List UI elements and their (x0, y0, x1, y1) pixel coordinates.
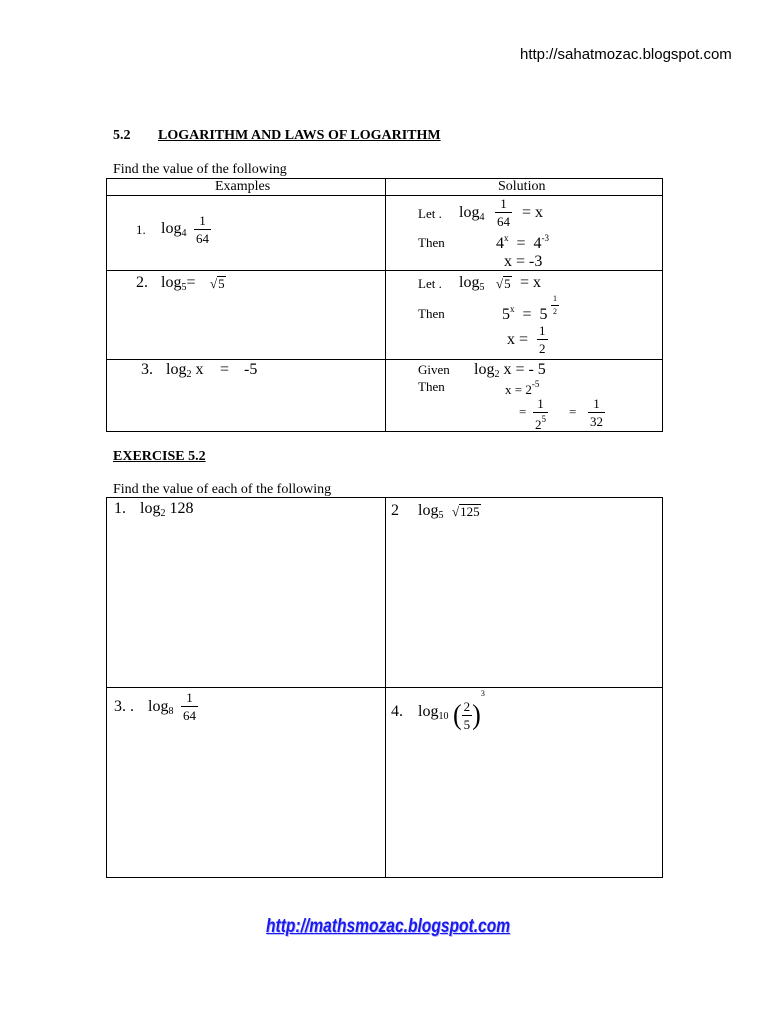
log-expression: $\log_{10}$ (418, 703, 449, 722)
then-label: Then (418, 379, 445, 394)
item-number: 4. (391, 703, 403, 720)
equals-sign: = (519, 404, 527, 419)
log-expression: $\log_2 128$ (140, 500, 194, 519)
equals-x: = x (522, 204, 544, 221)
log-expression: $\log_5$ (459, 274, 485, 293)
log-expression: $\log_4$ (161, 220, 187, 239)
given-label: Given (418, 362, 450, 377)
header-examples: Examples (215, 179, 271, 194)
right-paren: ) (472, 698, 481, 731)
exponent-equation: $x = 2^{-5}$ (505, 379, 540, 397)
fraction: $\frac{1}{64}$ (183, 690, 196, 723)
final-answer: x = -3 (504, 253, 543, 270)
exercise-title: EXERCISE 5.2 (113, 449, 206, 464)
row-divider (106, 359, 663, 360)
log-expression: $\log_5$ (418, 502, 444, 521)
example-number: 2. (136, 274, 148, 291)
square-root: √5 (496, 276, 511, 291)
left-paren: ( (453, 698, 462, 731)
example-number: 1. (136, 222, 146, 237)
fraction: $\frac{1}{2^5}$ (535, 396, 546, 432)
let-label: Let . (418, 206, 442, 221)
equals-x: = x (520, 274, 542, 291)
section-title: LOGARITHM AND LAWS OF LOGARITHM (158, 128, 441, 143)
item-number: 3. . (114, 698, 134, 715)
exponent-equation: 5$^x$ = 5 (502, 304, 548, 323)
log-expression: $\log_5=$ (161, 274, 196, 293)
exponent-equation: $4^x = 4^{-3}$ (496, 233, 550, 252)
power-expression: ( $\frac{2}{5}$ )$^3$ (453, 689, 485, 732)
fraction: $\frac{2}{5}$ (463, 698, 471, 732)
let-label: Let . (418, 276, 442, 291)
log-expression: $\log_2 x$ = - 5 (474, 361, 546, 380)
equals-sign: = (220, 361, 230, 378)
item-number: 1. (114, 500, 126, 517)
row-divider (106, 270, 663, 271)
value: -5 (244, 361, 258, 378)
footer-url[interactable]: http://mathsmozac.blogspot.com (266, 916, 511, 937)
then-label: Then (418, 306, 445, 321)
fraction: $\frac{1}{64}$ (196, 213, 209, 246)
exercise-instruction: Find the value of each of the following (113, 482, 332, 497)
examples-instruction: Find the value of the following (113, 162, 287, 177)
item-number: 2 (391, 502, 399, 519)
log-expression: $\log_4$ (459, 204, 485, 223)
exponent-fraction: $\frac{1}{2}$ (553, 294, 557, 316)
fraction: $\frac{1}{64}$ (497, 196, 510, 229)
example-number: 3. (141, 361, 153, 378)
square-root: √125 (452, 504, 480, 519)
square-root: √5 (210, 276, 225, 291)
equals-sign: = (569, 404, 577, 419)
column-divider (385, 178, 386, 432)
log-expression: $\log_8$ (148, 698, 174, 717)
fraction: $\frac{1}{32}$ (590, 396, 603, 429)
header-solution: Solution (498, 179, 546, 194)
header-url[interactable]: http://sahatmozac.blogspot.com (520, 46, 732, 63)
row-divider (106, 687, 663, 688)
row-divider (106, 195, 663, 196)
then-label: Then (418, 235, 445, 250)
log-expression: $\log_2 x$ (166, 361, 204, 380)
fraction: $\frac{1}{2}$ (539, 323, 546, 356)
final-x: x = (507, 331, 529, 348)
section-number: 5.2 (113, 128, 131, 143)
